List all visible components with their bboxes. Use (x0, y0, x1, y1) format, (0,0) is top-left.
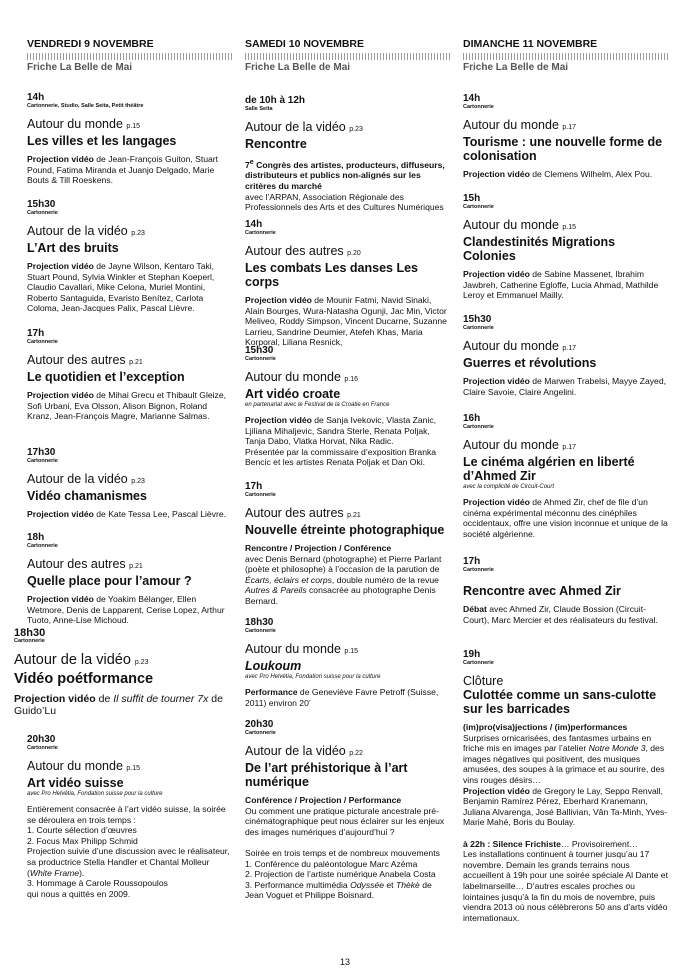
event-body: Projection vidéo de Ahmed Zir, chef de file d’un cinéma expérimental méconnu des cinéphiles occidentaux, offre une vision inconnue et unique de la société algérienne. (463, 497, 668, 539)
event-title: Les combats Les danses Les corps (245, 261, 418, 289)
event-block (463, 194, 668, 301)
day-heading: VENDREDI 9 NOVEMBRE (27, 38, 154, 50)
divider-stripe (27, 53, 232, 60)
event-note: avec la complicité de Circuit-Court (463, 484, 555, 490)
column-friday (14, 38, 232, 899)
event-title: Vidéo poétformance (14, 671, 154, 687)
event-category: Autour du monde p.15 (27, 759, 141, 773)
event-body: 7e Congrès des artistes, producteurs, diffuseurs, distributeurs et publics non-alignés sur les critères du marché avec l’ARPAN, Association Régionale des Professionnels des Arts et des Cultures Numériques (245, 158, 445, 213)
event-title: Art vidéo suisse (27, 776, 124, 790)
event-block (245, 346, 450, 468)
event-title: L’Art des bruits (27, 241, 119, 255)
event-room: Cartonnerie (27, 745, 58, 751)
event-room: Cartonnerie (463, 567, 494, 573)
event-body: Projection vidéo de Sanja Ivekovic, Vlasta Zanic, Ljiliana Mihaljevic, Sandra Sterle, Renata Poljak, Tanja Dabo, Vlatka Horvat, Nika Radic. Présentée par la commissaire d’exposition Branka Bencic et les artistes Renata Poljak et Dan Oki. (245, 415, 437, 468)
event-room: Cartonnerie (463, 204, 494, 210)
event-category: Autour du monde p.16 (245, 370, 359, 384)
event-body: Projection vidéo de Il suffit de tourner 7x de Guido’Lu (14, 693, 223, 717)
event-title: Clandestinités Migrations Colonies (463, 235, 616, 263)
event-time: 14h (27, 92, 45, 103)
event-title: Rencontre (245, 137, 307, 151)
event-category: Autour du monde p.17 (463, 339, 577, 353)
event-body: Rencontre / Projection / Conférence avec Denis Bernard (photographe) et Pierre Parlant (poète et philosophe) à l’occasion de la parution de Écarts, éclairs et corps, double numéro de la revue Autres & Pareils consacrée au photographe Denis Bernard. (245, 543, 442, 606)
event-block (245, 220, 450, 348)
event-time: 18h30 (14, 627, 46, 639)
event-room: Cartonnerie (27, 210, 58, 216)
event-room: Cartonnerie (27, 339, 58, 345)
event-room: Cartonnerie (463, 325, 494, 331)
event-block (27, 93, 232, 186)
column-sunday (463, 38, 668, 923)
event-category: Autour du monde p.17 (463, 118, 577, 132)
event-room: Cartonnerie (27, 543, 58, 549)
event-title: Le cinéma algérien en liberté d’Ahmed Zir (463, 455, 635, 483)
event-room: Salle Seita (245, 106, 273, 112)
venue-label: Friche La Belle de Mai (27, 62, 133, 73)
event-title: Vidéo chamanismes (27, 489, 147, 503)
event-body: Débat avec Ahmed Zir, Claude Bossion (Circuit-Court), Marc Mercier et des réalisateurs du festival. (463, 604, 658, 625)
event-room: Cartonnerie (245, 492, 276, 498)
event-body: Projection vidéo de Mihai Grecu et Thibault Gleize, Sofi Urbani, Eva Olsson, Alison Bignon, Roland Kranz, Jean-François Magre, Marianne Salmas. (27, 390, 227, 422)
event-title: Culottée comme un sans-culotte sur les barricades (463, 688, 657, 716)
event-time: 15h30 (27, 199, 56, 210)
event-room: Cartonnerie (245, 230, 276, 236)
event-room: Cartonnerie (463, 660, 494, 666)
event-block (245, 482, 450, 607)
event-note: avec Pro Helvétia, Fondation suisse pour la culture (27, 791, 163, 797)
event-category: Autour du monde p.15 (27, 117, 141, 131)
event-category: Autour de la vidéo p.23 (245, 120, 363, 134)
event-body: Conférence / Projection / Performance Ou comment une pratique picturale ancestrale pré-cinématographique peut nous éclairer sur les enjeux des images numériques d’aujourd’hui ? Soirée en trois temps et de nombreux mouvements 1. Conférence du paléontologue Marc Azéma 2. Projection de l’artiste numérique Anabela Costa 3. Performance multimédia Odyssée et Thèkè de Jean Voguet et Philippe Boisnard. (245, 795, 445, 901)
divider-stripe (463, 53, 668, 60)
event-room: Cartonnerie, Studio, Salle Seita, Petit théâtre (27, 103, 144, 109)
event-category: Autour de la vidéo p.23 (27, 472, 145, 486)
event-time: 15h (463, 193, 481, 204)
event-body: Projection vidéo de Sabine Massenet, Ibrahim Jawbreh, Catherine Egloffe, Lucia Ahmad, Mathilde Leroy et Emmanuel Mailly. (463, 269, 659, 301)
event-block (27, 200, 232, 314)
event-body: Entièrement consacrée à l’art vidéo suisse, la soirée se déroulera en trois temps : 1. Courte sélection d’œuvres 2. Focus Max Philipp Schmid Projection suivie d’une discussion avec le réalisateur, sa productrice Stella Handler et Chantal Molleur (White Frame). 3. Hommage à Carole Roussopoulos qui nous a quittés en 2009. (27, 804, 230, 899)
event-category: Autour de la vidéo p.23 (27, 224, 145, 238)
event-body: Projection vidéo de Kate Tessa Lee, Pascal Lièvre. (27, 509, 227, 519)
event-category: Autour du monde p.15 (245, 642, 359, 656)
event-block (463, 414, 668, 539)
event-category: Autour des autres p.21 (245, 506, 361, 520)
event-category: Autour de la vidéo p.23 (14, 652, 149, 668)
event-category: Autour de la vidéo p.22 (245, 744, 363, 758)
event-title: Quelle place pour l’amour ? (27, 574, 192, 588)
event-time: 16h (463, 413, 481, 424)
event-body: Performance de Geneviève Favre Petroff (Suisse, 2011) environ 20’ (245, 687, 439, 708)
event-title: Tourisme : une nouvelle forme de colonisation (463, 135, 663, 163)
event-block (245, 720, 450, 901)
event-time: 15h30 (245, 345, 274, 356)
event-title: Art vidéo croate (245, 387, 341, 401)
venue-label: Friche La Belle de Mai (245, 62, 351, 73)
event-time: 17h (245, 481, 263, 492)
day-heading: DIMANCHE 11 NOVEMBRE (463, 38, 598, 50)
event-block (14, 628, 244, 717)
event-time: 14h (463, 93, 481, 104)
column-saturday (245, 38, 450, 901)
event-body: (im)pro(visa)jections / (im)performances Surprises ornicarisées, des fantasmes urbains en friche mis en images par l’atelier Notre Monde 3, des images négatives qui positivent, des musiques amusées, des soupes à la grimace et au sourire, des vins rouges désirs… Projection vidéo de Gregory le Lay, Seppo Renvall, Benjamin Ramírez Pérez, Eberhard Kranemann, Juliana Alvarenga, José Ballivian, Vân Ta-Minh, Yves-Marie Mahé, Boris du Boulay. à 22h : Silence Frichiste… Provisoirement… Les installations continuent à tourner jusqu’au 17 novembre. Demain les grands terrains nous accueillent à 19h pour une soirée spéciale Al Dante et labelmarseille… D’autres escales proches ou lointaines jusqu’à la fin du mois de novembre, puis viendra 2013 où nous célèbrerons 50 ans d’arts vidéo internationaux. (463, 722, 668, 923)
event-note: en partenariat avec le Festival de la Croatie en France (245, 402, 390, 408)
event-category: Autour des autres p.21 (27, 557, 143, 571)
event-body: Projection vidéo de Mounir Fatmi, Navid Sinaki, Alain Bourges, Wura-Natasha Ogunji, Jac Min, Victor Meliveo, Roddy Simpson, Vincent Ducarne, Suzanne Larrieu, Sandrine Deumier, Atefeh Khas, Maria Korporal, Liliana Resnick, (245, 295, 447, 348)
event-block (463, 94, 668, 180)
event-block (463, 557, 668, 625)
event-time: 19h (463, 649, 481, 660)
event-room: Cartonnerie (245, 730, 276, 736)
event-time: 17h (463, 556, 481, 567)
event-body: Projection vidéo de Yoakim Bélanger, Ellen Wetmore, Denis de Lapparent, Cerise Lopez, Arthur Tuoto, Anne-Lise Michoud. (27, 594, 225, 626)
event-time: 20h30 (27, 734, 56, 745)
event-body: Projection vidéo de Clemens Wilhelm, Alex Pou. (463, 169, 653, 179)
day-heading: SAMEDI 10 NOVEMBRE (245, 38, 365, 50)
event-note: avec Pro Helvétia, Fondation suisse pour la culture (245, 674, 381, 680)
page-number: 13 (339, 957, 350, 967)
event-time: 18h (27, 532, 45, 543)
venue-label: Friche La Belle de Mai (463, 62, 569, 73)
event-time: 14h (245, 219, 263, 230)
event-category: Clôture (463, 674, 504, 688)
event-body: Projection vidéo de Jean-François Guiton, Stuart Pound, Fatima Miranda et Juanjo Delgado, Marie Bouts & Till Roeskens. (27, 154, 219, 186)
event-time: 17h (27, 328, 45, 339)
event-room: Cartonnerie (463, 104, 494, 110)
event-category: Autour des autres p.21 (27, 353, 143, 367)
event-title: Les villes et les langages (27, 134, 177, 148)
event-time: de 10h à 12h (245, 95, 306, 106)
event-room: Cartonnerie (14, 638, 45, 644)
event-block (27, 329, 232, 422)
event-block (27, 448, 232, 520)
event-room: Cartonnerie (463, 424, 494, 430)
event-time: 17h30 (27, 447, 56, 458)
event-block (245, 96, 450, 213)
event-block (463, 650, 668, 923)
divider-stripe (245, 53, 450, 60)
event-category: Autour du monde p.17 (463, 438, 577, 452)
event-block (27, 533, 232, 626)
event-time: 18h30 (245, 617, 274, 628)
event-block (245, 618, 450, 708)
event-room: Cartonnerie (245, 356, 276, 362)
event-body: Projection vidéo de Jayne Wilson, Kentaro Taki, Stuart Pound, Sylvia Winkler et Stephan Koeperl, Claudio Cavallari, Mike Celona, Muriel Montini, Roberto Santaguida, Evaristo Benítez, Carlota Coloma, Jean-Jacques Palix, Pascal Lièvre. (27, 261, 215, 314)
event-room: Cartonnerie (245, 628, 276, 634)
event-block (463, 315, 668, 397)
event-category: Autour du monde p.15 (463, 218, 577, 232)
event-title: De l’art préhistorique à l’art numérique (245, 761, 408, 789)
event-title: Nouvelle étreinte photographique (245, 523, 445, 537)
event-category: Autour des autres p.20 (245, 244, 361, 258)
event-title: Le quotidien et l’exception (27, 370, 185, 384)
event-time: 20h30 (245, 719, 274, 730)
event-room: Cartonnerie (27, 458, 58, 464)
event-block (27, 735, 232, 899)
event-title: Loukoum (245, 659, 302, 673)
event-time: 15h30 (463, 314, 492, 325)
event-body: Projection vidéo de Marwen Trabelsi, Mayye Zayed, Claire Savoie, Claire Angelini. (463, 376, 666, 397)
event-title: Rencontre avec Ahmed Zir (463, 584, 621, 598)
event-title: Guerres et révolutions (463, 356, 597, 370)
